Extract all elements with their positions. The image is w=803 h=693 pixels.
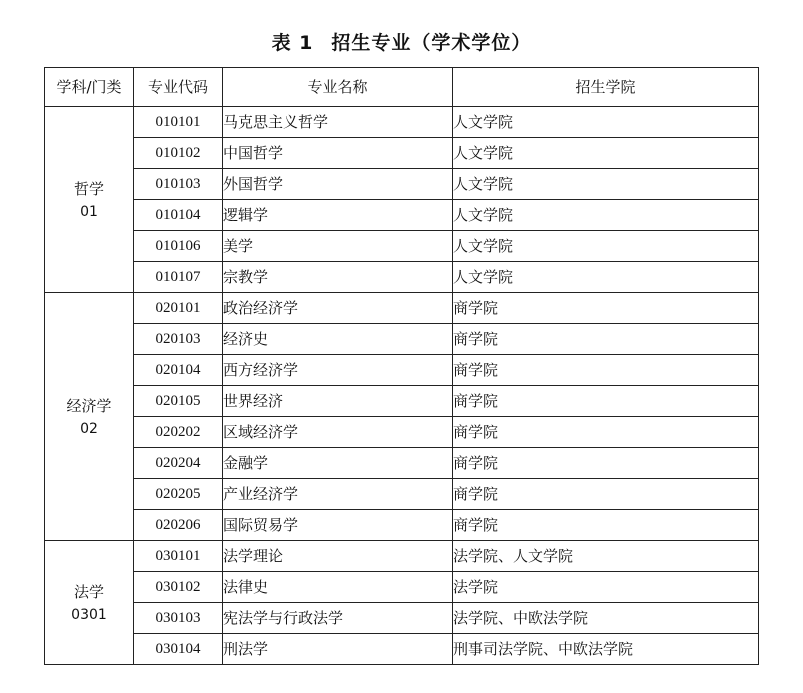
table-row	[45, 262, 759, 293]
table-caption: 招生专业（学术学位）	[331, 32, 532, 54]
discipline-cell	[45, 107, 134, 293]
major-code: 030101	[134, 541, 223, 572]
major-code: 020105	[134, 386, 223, 417]
major-name: 马克思主义哲学	[223, 107, 453, 138]
major-school: 人文学院	[453, 200, 759, 231]
header-name: 专业名称	[223, 68, 453, 107]
major-school: 法学院、人文学院	[453, 541, 759, 572]
table-body	[45, 107, 759, 665]
table-row	[45, 572, 759, 603]
major-school: 法学院	[453, 572, 759, 603]
table-row	[45, 541, 759, 572]
major-code: 020104	[134, 355, 223, 386]
major-school: 人文学院	[453, 169, 759, 200]
table-row	[45, 200, 759, 231]
major-name: 国际贸易学	[223, 510, 453, 541]
major-school: 人文学院	[453, 138, 759, 169]
major-code: 010101	[134, 107, 223, 138]
major-school: 商学院	[453, 324, 759, 355]
major-school: 商学院	[453, 386, 759, 417]
major-name: 刑法学	[223, 634, 453, 665]
major-name: 宪法学与行政法学	[223, 603, 453, 634]
major-school: 法学院、中欧法学院	[453, 603, 759, 634]
major-name: 产业经济学	[223, 479, 453, 510]
major-school: 商学院	[453, 479, 759, 510]
discipline-code: 0301	[71, 606, 107, 623]
major-code: 030104	[134, 634, 223, 665]
header-discipline: 学科/门类	[45, 68, 134, 107]
discipline-name: 哲学	[73, 179, 104, 198]
major-school: 人文学院	[453, 231, 759, 262]
table-row	[45, 417, 759, 448]
table-row	[45, 603, 759, 634]
table-row	[45, 355, 759, 386]
major-school: 商学院	[453, 510, 759, 541]
table-row	[45, 634, 759, 665]
header-school: 招生学院	[453, 68, 759, 107]
major-name: 经济史	[223, 324, 453, 355]
major-name: 中国哲学	[223, 138, 453, 169]
discipline-name: 经济学	[66, 396, 112, 415]
table-row	[45, 386, 759, 417]
discipline-code: 02	[80, 420, 98, 437]
discipline-cell	[45, 293, 134, 541]
major-name: 金融学	[223, 448, 453, 479]
major-code: 020101	[134, 293, 223, 324]
header-code: 专业代码	[134, 68, 223, 107]
table-row	[45, 107, 759, 138]
major-code: 020204	[134, 448, 223, 479]
table-row	[45, 169, 759, 200]
major-name: 宗教学	[223, 262, 453, 293]
major-school: 商学院	[453, 417, 759, 448]
major-name: 世界经济	[223, 386, 453, 417]
major-name: 区域经济学	[223, 417, 453, 448]
table-row	[45, 479, 759, 510]
major-name: 法律史	[223, 572, 453, 603]
table-number: 表 1	[271, 32, 314, 54]
major-school: 商学院	[453, 293, 759, 324]
table-row	[45, 448, 759, 479]
major-name: 法学理论	[223, 541, 453, 572]
major-code: 030102	[134, 572, 223, 603]
major-name: 逻辑学	[223, 200, 453, 231]
major-name: 美学	[223, 231, 453, 262]
major-code: 010107	[134, 262, 223, 293]
major-code: 020202	[134, 417, 223, 448]
major-code: 010102	[134, 138, 223, 169]
major-name: 外国哲学	[223, 169, 453, 200]
discipline-cell	[45, 541, 134, 665]
major-code: 010104	[134, 200, 223, 231]
table-row	[45, 510, 759, 541]
table-row	[45, 138, 759, 169]
discipline-code: 01	[80, 203, 98, 220]
major-school: 商学院	[453, 448, 759, 479]
major-code: 010103	[134, 169, 223, 200]
major-school: 商学院	[453, 355, 759, 386]
header-row	[45, 68, 759, 107]
major-code: 010106	[134, 231, 223, 262]
major-name: 政治经济学	[223, 293, 453, 324]
table-title	[0, 30, 803, 56]
major-school: 人文学院	[453, 262, 759, 293]
major-school: 人文学院	[453, 107, 759, 138]
major-code: 020206	[134, 510, 223, 541]
major-code: 020205	[134, 479, 223, 510]
table-row	[45, 324, 759, 355]
majors-table	[44, 67, 759, 665]
table-row	[45, 231, 759, 262]
major-school: 刑事司法学院、中欧法学院	[453, 634, 759, 665]
table-row	[45, 293, 759, 324]
discipline-name: 法学	[73, 582, 104, 601]
major-name: 西方经济学	[223, 355, 453, 386]
major-code: 020103	[134, 324, 223, 355]
major-code: 030103	[134, 603, 223, 634]
